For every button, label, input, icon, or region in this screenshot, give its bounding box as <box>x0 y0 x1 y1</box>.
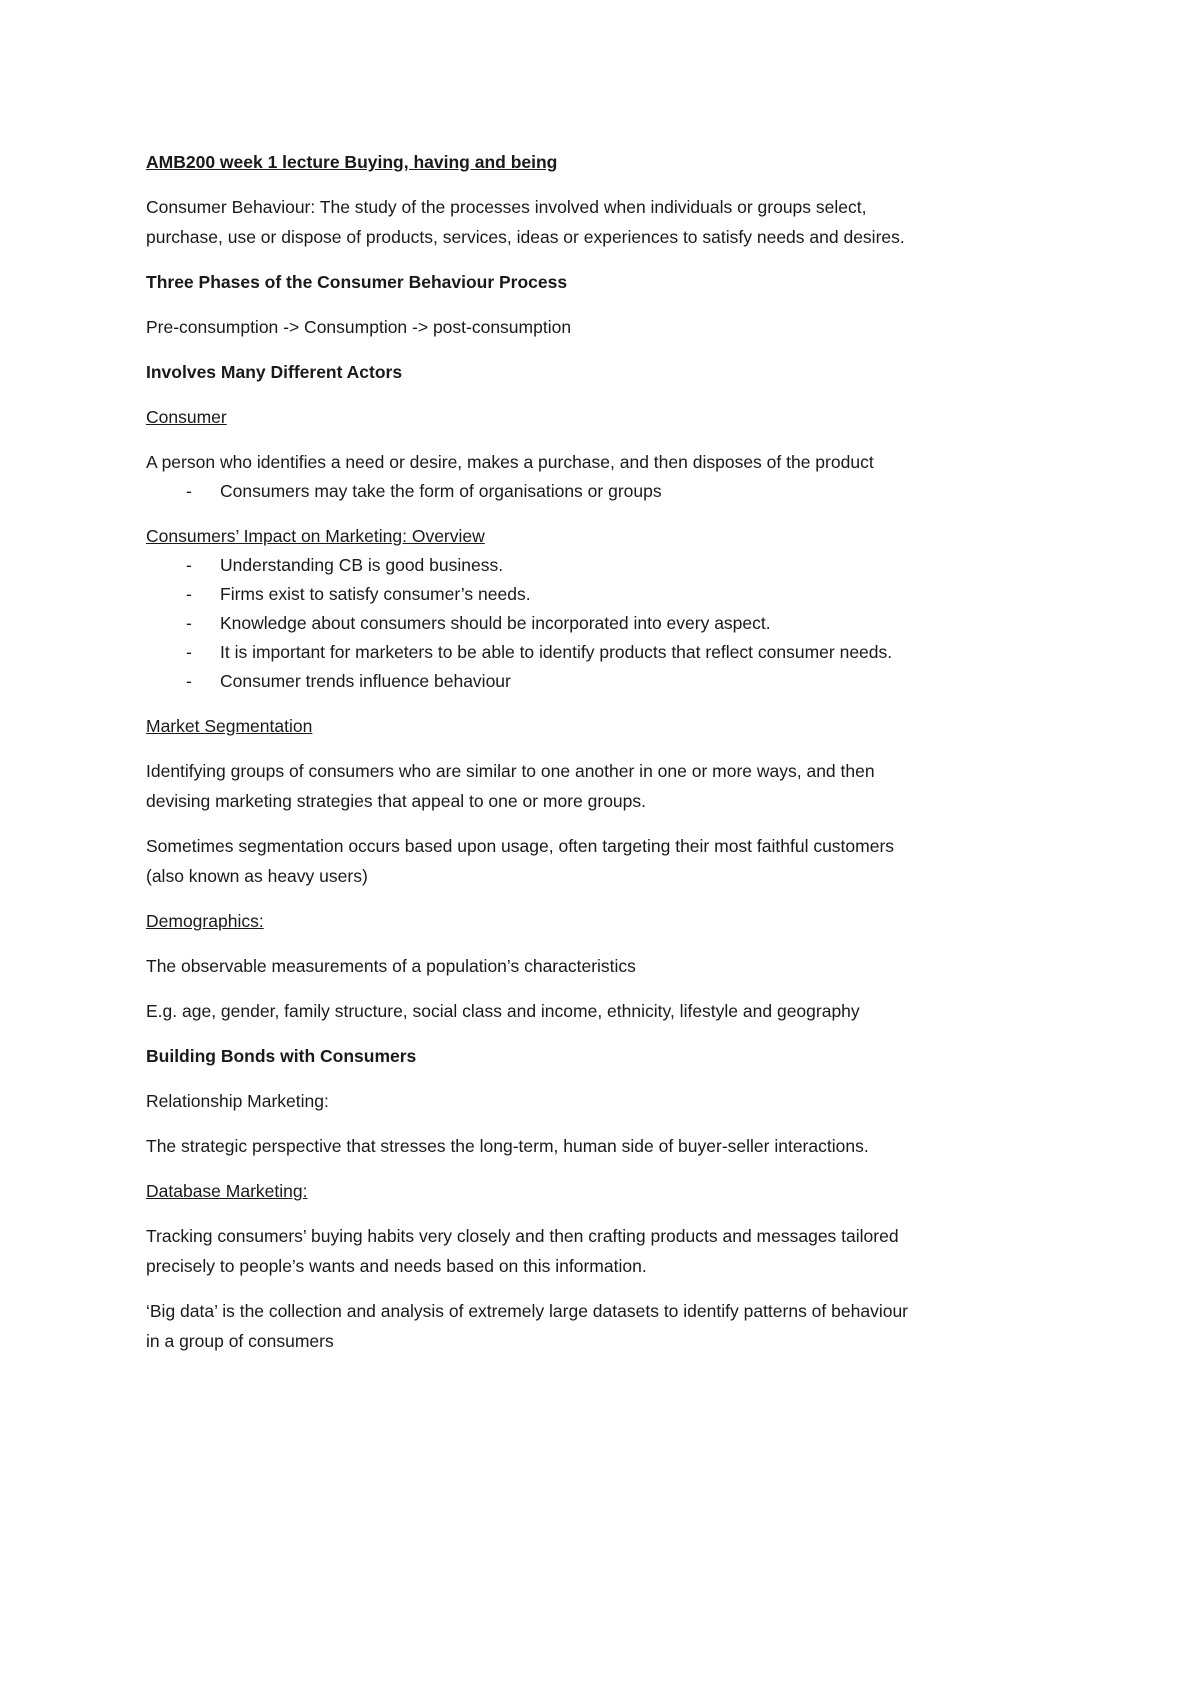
list-item <box>146 638 1066 667</box>
list-item-text: Understanding CB is good business. <box>220 555 504 575</box>
database-marketing-paragraph <box>146 1221 1066 1281</box>
list-item <box>146 609 1066 638</box>
definition-paragraph <box>146 192 1066 252</box>
bullet-dash: - <box>186 642 192 662</box>
segmentation-paragraph <box>146 756 1066 816</box>
phases-text: Pre-consumption -> Consumption -> post-consumption <box>146 317 572 337</box>
bullet-dash: - <box>186 613 192 633</box>
big-data-line: ‘Big data’ is the collection and analysis of extremely large datasets to identify patterns of behaviour <box>146 1301 909 1321</box>
database-line: precisely to people’s wants and needs based on this information. <box>146 1256 647 1276</box>
list-item-text: Firms exist to satisfy consumer’s needs. <box>220 584 531 604</box>
bullet-dash: - <box>186 481 192 501</box>
demographics-heading: Demographics: <box>146 911 264 931</box>
database-line: Tracking consumers’ buying habits very closely and then crafting products and messages tailored <box>146 1226 899 1246</box>
bullet-dash: - <box>186 671 192 691</box>
bonds-heading: Building Bonds with Consumers <box>146 1046 417 1066</box>
segmentation-line: devising marketing strategies that appeal to one or more groups. <box>146 791 647 811</box>
consumer-heading: Consumer <box>146 407 227 427</box>
database-marketing-heading: Database Marketing: <box>146 1181 308 1201</box>
impact-heading: Consumers’ Impact on Marketing: Overview <box>146 526 485 546</box>
bullet-dash: - <box>186 555 192 575</box>
document-title: AMB200 week 1 lecture Buying, having and being <box>146 152 558 172</box>
phases-heading: Three Phases of the Consumer Behaviour Process <box>146 272 568 292</box>
consumer-bullet-list <box>146 477 1066 506</box>
list-item <box>146 477 1066 506</box>
list-item <box>146 580 1066 609</box>
big-data-line: in a group of consumers <box>146 1331 334 1351</box>
list-item-text: It is important for marketers to be able to identify products that reflect consumer needs. <box>220 642 893 662</box>
impact-bullet-list <box>146 551 1066 696</box>
big-data-paragraph <box>146 1296 1066 1356</box>
demographics-definition: The observable measurements of a population’s characteristics <box>146 956 636 976</box>
list-item <box>146 551 1066 580</box>
document-body <box>146 147 1066 1356</box>
consumer-text: A person who identifies a need or desire, makes a purchase, and then disposes of the product <box>146 452 874 472</box>
list-item-text: Knowledge about consumers should be incorporated into every aspect. <box>220 613 771 633</box>
bullet-dash: - <box>186 584 192 604</box>
list-item-text: Consumer trends influence behaviour <box>220 671 511 691</box>
usage-line: (also known as heavy users) <box>146 866 368 886</box>
segmentation-heading: Market Segmentation <box>146 716 313 736</box>
actors-heading: Involves Many Different Actors <box>146 362 403 382</box>
relationship-marketing-heading: Relationship Marketing: <box>146 1091 329 1111</box>
definition-line: purchase, use or dispose of products, services, ideas or experiences to satisfy needs and desires. <box>146 227 905 247</box>
definition-line: Consumer Behaviour: The study of the processes involved when individuals or groups select, <box>146 197 867 217</box>
segmentation-line: Identifying groups of consumers who are similar to one another in one or more ways, and then <box>146 761 875 781</box>
list-item-text: Consumers may take the form of organisations or groups <box>220 481 662 501</box>
relationship-marketing-text: The strategic perspective that stresses the long-term, human side of buyer-seller interactions. <box>146 1136 869 1156</box>
usage-segmentation-paragraph <box>146 831 1066 891</box>
demographics-examples: E.g. age, gender, family structure, social class and income, ethnicity, lifestyle and geography <box>146 1001 860 1021</box>
usage-line: Sometimes segmentation occurs based upon usage, often targeting their most faithful customers <box>146 836 895 856</box>
list-item <box>146 667 1066 696</box>
